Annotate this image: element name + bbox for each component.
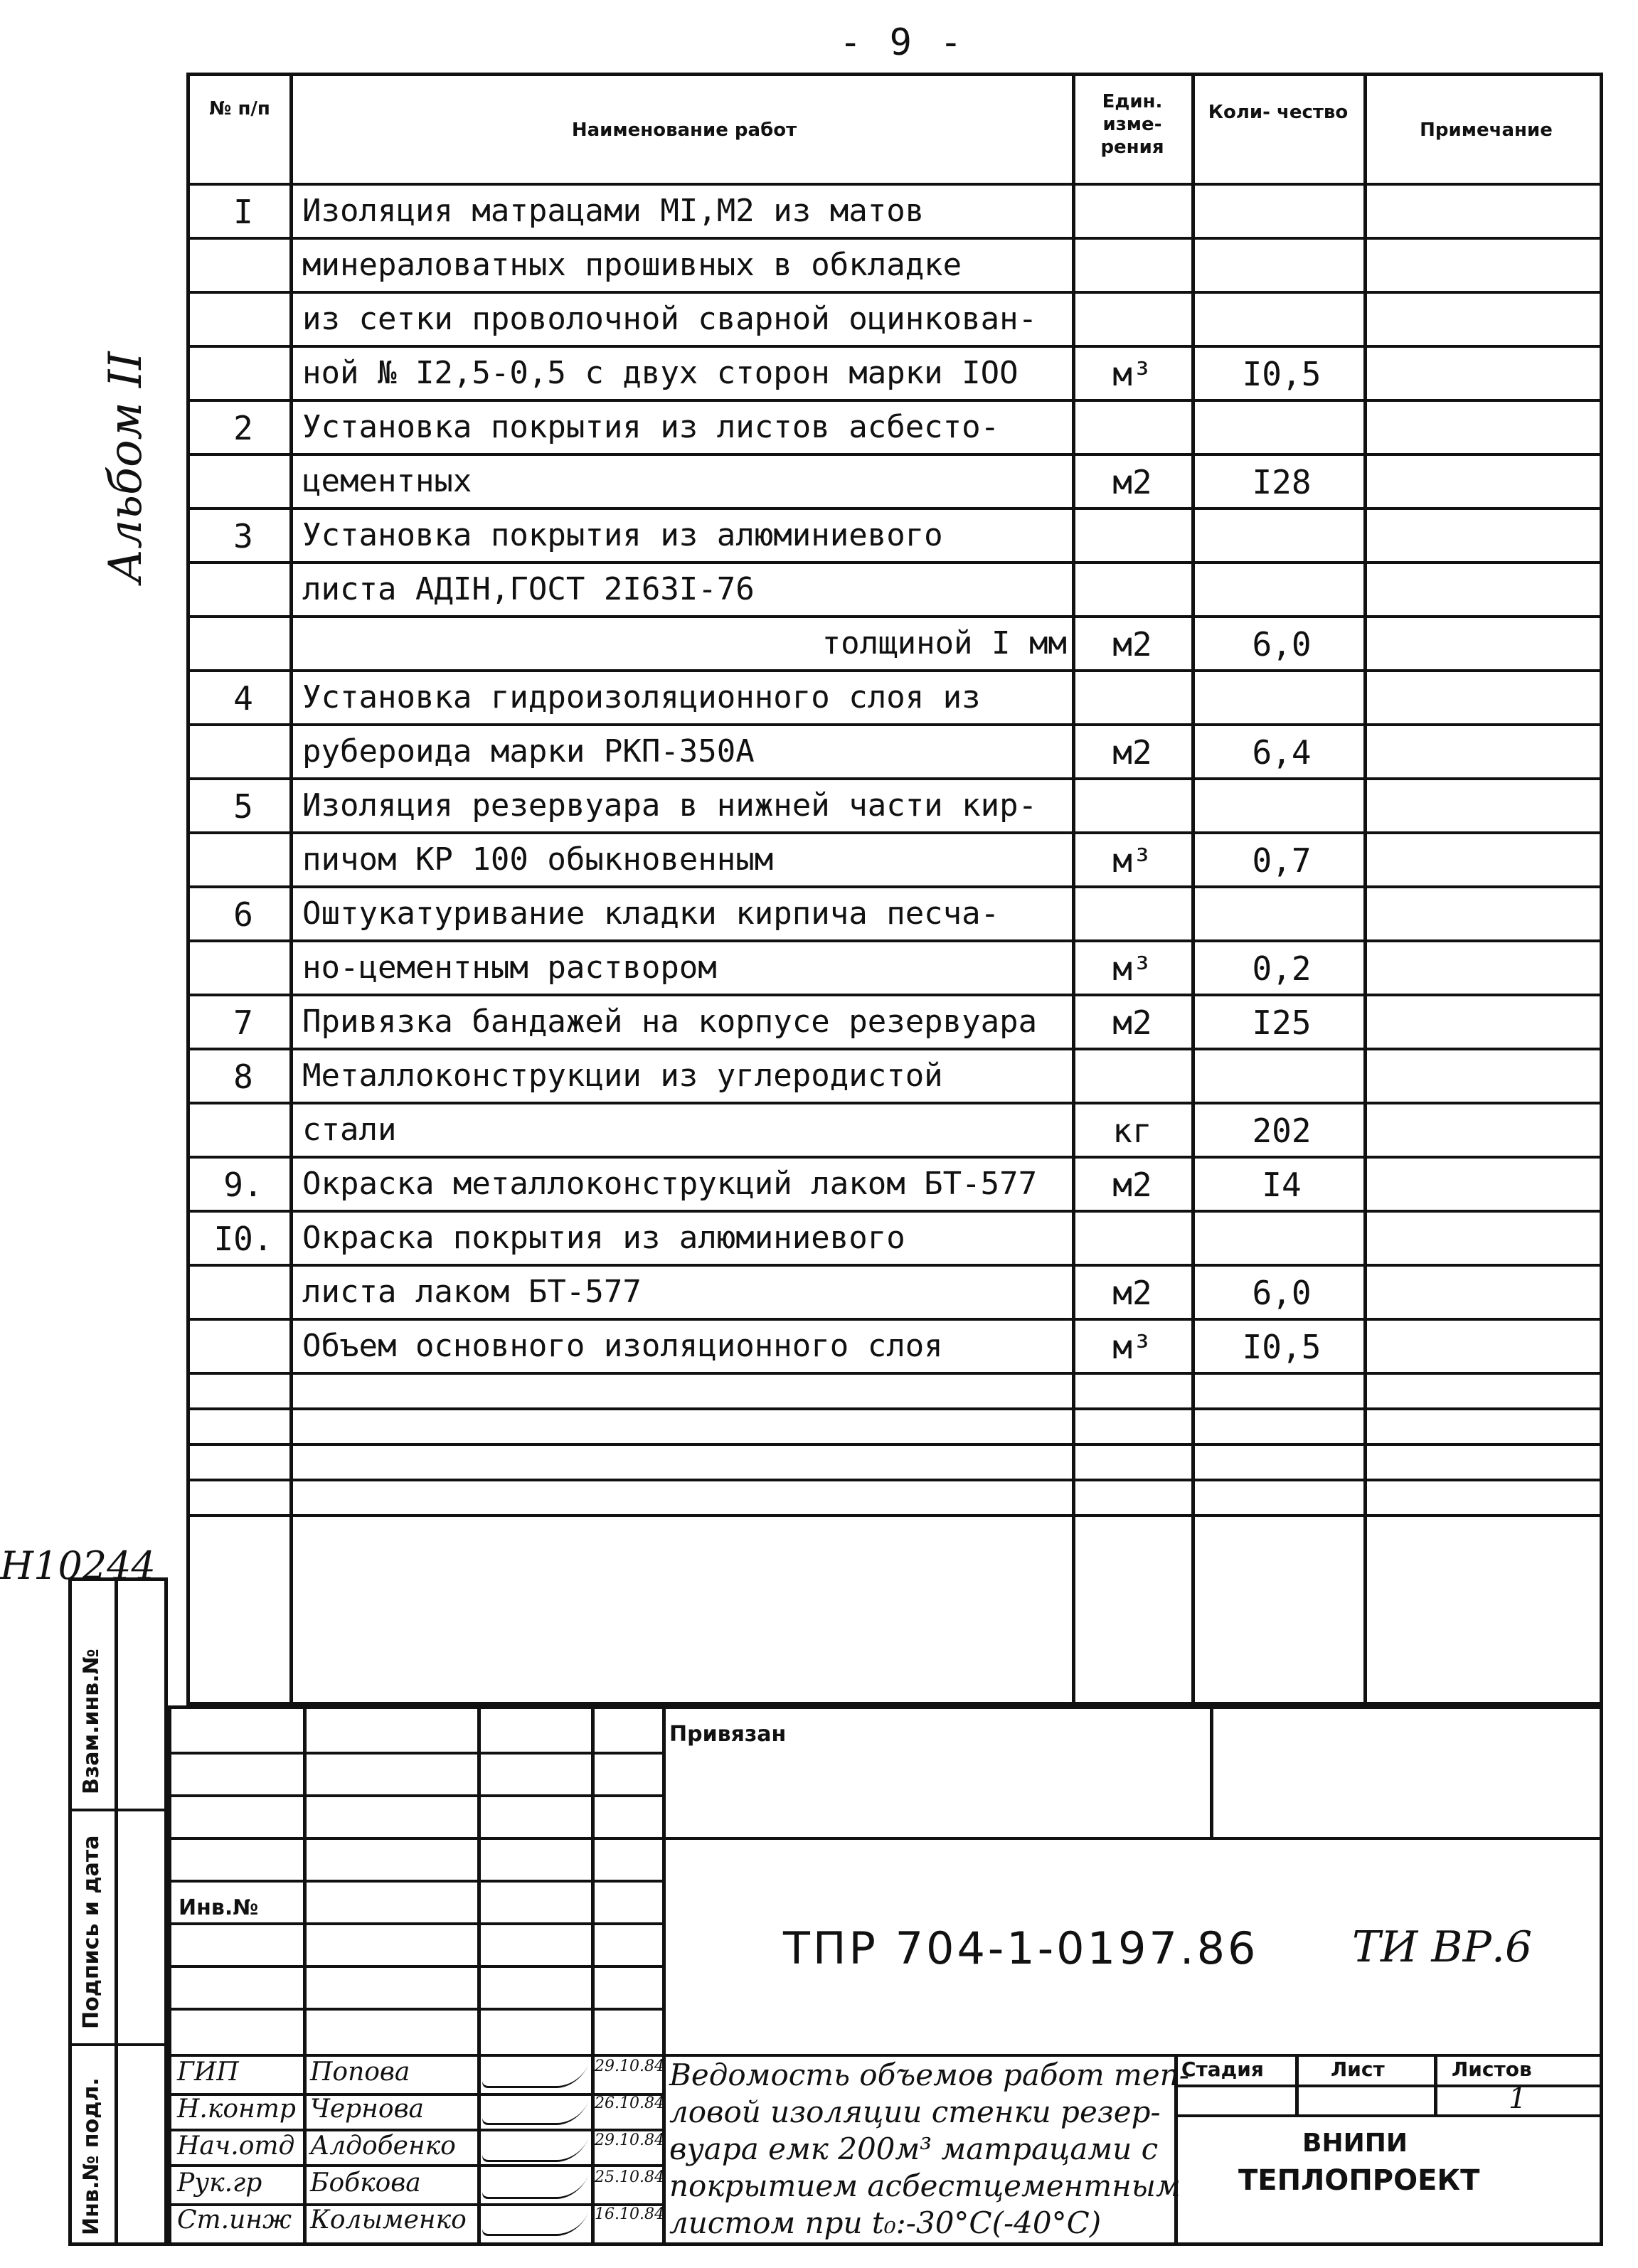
row-unit: м³ [1112,1328,1152,1366]
row-quantity: I4 [1262,1166,1302,1204]
header-note: Примечание [1420,119,1553,141]
row-divider [190,1514,1600,1517]
row-unit: м2 [1112,625,1152,664]
row-number: 3 [233,517,253,555]
side-label-inv-podl: Инв.№ подл. [79,2077,104,2235]
row-work-name: толщиной I мм [821,625,1067,661]
side-label-podpis: Подпись и дата [79,1835,104,2029]
row-unit: м2 [1112,1274,1152,1312]
row-work-name: стали [302,1112,397,1148]
row-work-name: Окраска покрытия из алюминиевого [302,1220,905,1256]
row-quantity: I0,5 [1242,355,1321,393]
row-divider [190,237,1600,240]
row-divider [190,669,1600,672]
signer-date: 25.10.84 [595,2168,664,2186]
signer-name: Бобкова [310,2168,421,2198]
inv-no-label: Инв.№ [179,1895,259,1920]
stage-label: Стадия [1181,2057,1264,2081]
row-divider [190,345,1600,348]
row-divider [190,1156,1600,1159]
title-block [168,1705,1603,2246]
drawing-title-line: покрытием асбестцементным [669,2168,1181,2203]
drawing-title-line: листом при t₀:-30°С(-40°С) [669,2205,1102,2240]
sheet-label: Лист [1331,2057,1385,2081]
signer-date: 29.10.84 [595,2131,664,2149]
row-unit: м2 [1112,463,1152,501]
row-quantity: 0,2 [1252,949,1312,988]
row-unit: кг [1112,1112,1152,1150]
row-unit: м³ [1112,949,1152,988]
header-num: № п/п [209,98,270,119]
row-number: 2 [233,409,253,447]
row-work-name: Изоляция резервуара в нижней части кир- [302,787,1038,824]
side-label-vzam: Взам.инв.№ [79,1649,104,1794]
album-label: Альбом II [100,351,152,583]
row-work-name: Изоляция матрацами МI,М2 из матов [302,193,925,229]
row-quantity: 6,0 [1252,625,1312,664]
handwritten-signature [480,2213,588,2236]
row-work-name: Объем основного изоляционного слоя [302,1328,943,1364]
row-unit: м³ [1112,841,1152,880]
row-divider [190,291,1600,294]
row-divider [190,1443,1600,1446]
row-unit: м³ [1112,355,1152,393]
row-divider [190,453,1600,456]
row-work-name: листа АДIН,ГОСТ 2I63I-76 [302,571,755,607]
drawing-title-line: ловой изоляции стенки резер- [669,2094,1161,2129]
row-number: I [233,193,253,231]
row-divider [190,723,1600,726]
row-divider [190,1210,1600,1213]
row-divider [190,561,1600,564]
row-divider [190,939,1600,942]
row-quantity: I25 [1252,1003,1312,1042]
signer-date: 26.10.84 [595,2094,664,2112]
handwritten-signature [480,2065,588,2088]
header-name: Наименование работ [571,119,797,141]
row-work-name: Привязка бандажей на корпусе резервуара [302,1003,1038,1040]
row-quantity: 202 [1252,1112,1312,1150]
row-divider [190,399,1600,402]
row-work-name: Установка покрытия из алюминиевого [302,517,943,553]
row-work-name: из сетки проволочной сварной оцинкован- [302,301,1038,337]
row-work-name: Оштукатуривание кладки кирпича песча- [302,895,1000,932]
signer-role: ГИП [177,2057,239,2087]
row-divider [190,1318,1600,1321]
signer-role: Рук.гр [177,2168,262,2198]
signer-role: Н.контр [177,2094,296,2124]
works-table [186,73,1603,1705]
row-divider [190,1048,1600,1050]
row-divider [190,1372,1600,1375]
header-qty: Коли- чество [1208,102,1349,123]
handwritten-signature [480,2102,588,2125]
privyazan-label: Привязан [669,1722,787,1747]
document-code: ТПР 704-1-0197.86 [783,1922,1259,1974]
row-work-name: Металлоконструкции из углеродистой [302,1058,943,1094]
row-quantity: 6,0 [1252,1274,1312,1312]
signer-role: Ст.инж [177,2205,292,2235]
page-number: - 9 - [839,21,965,64]
side-stamp [68,1577,168,2246]
signer-name: Алдобенко [310,2131,456,2161]
row-divider [190,1102,1600,1104]
row-work-name: ной № I2,5-0,5 с двух сторон марки IOO [302,355,1019,391]
row-divider [190,1264,1600,1267]
document-code-suffix: ТИ ВР.6 [1352,1922,1533,1972]
row-work-name: Установка покрытия из листов асбесто- [302,409,1000,445]
row-quantity: I0,5 [1242,1328,1321,1366]
row-divider [190,994,1600,996]
row-work-name: Установка гидроизоляционного слоя из [302,679,981,715]
row-work-name: Окраска металлоконструкций лаком БТ-577 [302,1166,1038,1202]
signer-date: 29.10.84 [595,2057,664,2075]
row-number: 7 [233,1003,253,1042]
row-work-name: цементных [302,463,472,499]
row-number: I0. [213,1220,273,1258]
row-divider [190,777,1600,780]
handwritten-signature [480,2176,588,2199]
row-number: 9. [223,1166,263,1204]
row-work-name: но-цементным раствором [302,949,717,986]
signer-name: Попова [310,2057,410,2087]
header-unit: Един. изме- рения [1100,91,1164,158]
row-work-name: рубероида марки РКП-350А [302,733,755,770]
row-work-name: пичом КР 100 обыкновенным [302,841,774,878]
row-quantity: 0,7 [1252,841,1312,880]
row-quantity: I28 [1252,463,1312,501]
row-unit: м2 [1112,1003,1152,1042]
organization-line1: ВНИПИ [1302,2129,1408,2158]
archive-number: Н10244 [0,1543,156,1588]
row-divider [190,615,1600,618]
row-quantity: 6,4 [1252,733,1312,772]
row-divider [190,831,1600,834]
sheets-label: Листов [1452,2057,1532,2081]
sheets-value: 1 [1509,2082,1527,2115]
row-divider [190,1479,1600,1481]
row-work-name: минераловатных прошивных в обкладке [302,247,962,283]
handwritten-signature [480,2139,588,2162]
signer-date: 16.10.84 [595,2205,664,2223]
row-unit: м2 [1112,1166,1152,1204]
row-divider [190,507,1600,510]
signer-name: Колыменко [310,2205,467,2235]
row-unit: м2 [1112,733,1152,772]
row-number: 6 [233,895,253,934]
row-divider [190,885,1600,888]
row-number: 4 [233,679,253,718]
row-work-name: листа лаком БТ-577 [302,1274,642,1310]
row-number: 8 [233,1058,253,1096]
drawing-title-line: вуара емк 200м³ матрацами с [669,2131,1159,2166]
drawing-title-line: Ведомость объемов работ теп- [669,2057,1189,2092]
row-number: 5 [233,787,253,826]
organization-line2: ТЕПЛОПРОЕКТ [1238,2164,1480,2197]
row-divider [190,1407,1600,1410]
signer-role: Нач.отд [177,2131,295,2161]
signer-name: Чернова [310,2094,424,2124]
